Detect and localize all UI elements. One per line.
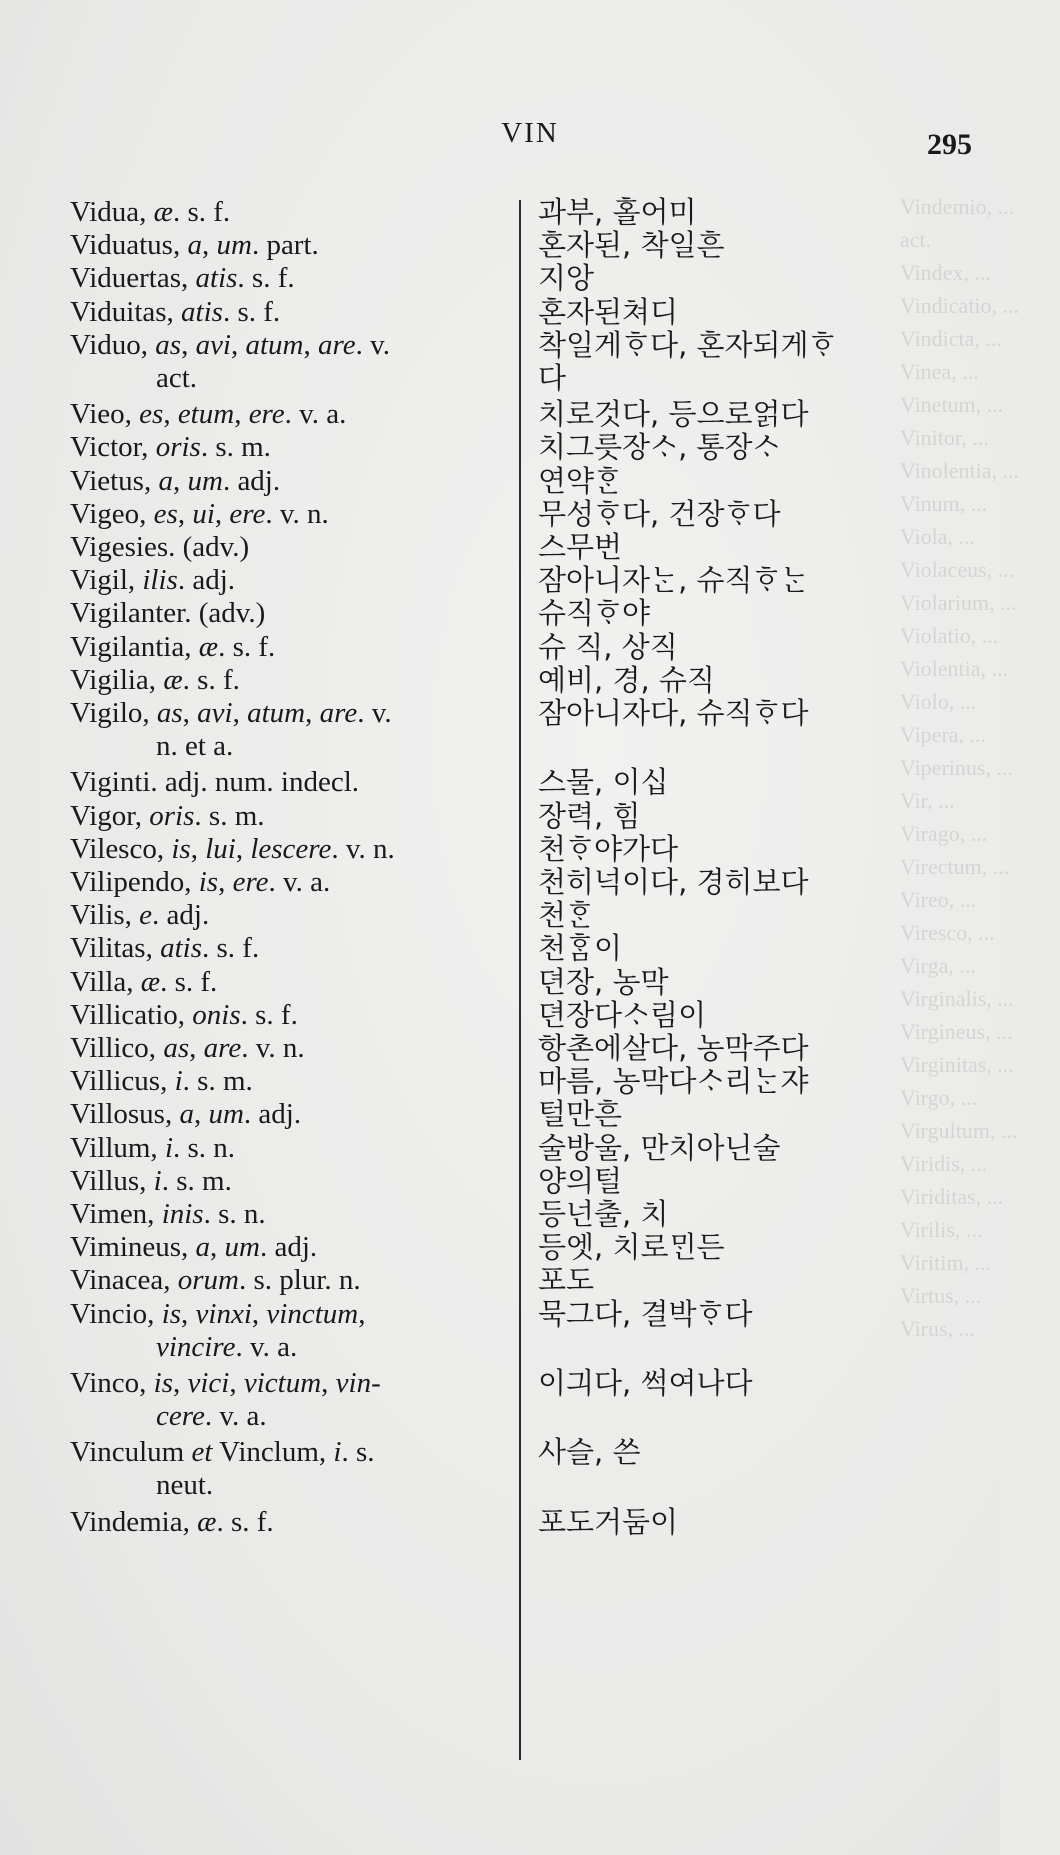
latin-headword: Villus, i. s. m. — [70, 1164, 232, 1197]
korean-definition: 포도 — [538, 1263, 595, 1298]
latin-headword: Vinacea, orum. s. plur. n. — [70, 1264, 361, 1297]
korean-definition: 천ᄒᆞ야가다 — [538, 831, 679, 866]
latin-headword: Vimineus, a, um. adj. — [70, 1231, 318, 1264]
korean-definition: 술방울, 만치아닌술 — [538, 1130, 781, 1165]
column-divider — [519, 200, 521, 1760]
latin-headword: Vigesies. (adv.) — [70, 531, 250, 563]
korean-definition: 슈직ᄒᆞ야 — [538, 596, 651, 631]
latin-headword: Vieo, es, etum, ere. v. a. — [70, 398, 347, 431]
latin-headword: Viduatus, a, um. part. — [70, 229, 319, 262]
latin-headword: Vigilo, as, avi, atum, are. v. n. et a. — [70, 697, 392, 762]
latin-headword: Vigilanter. (adv.) — [70, 597, 266, 630]
latin-headword: Villicus, i. s. m. — [70, 1065, 253, 1098]
korean-definition: 치로것다, 등으로얽다 — [538, 397, 809, 432]
korean-definition: 혼자된쳐디 — [538, 294, 679, 329]
latin-headword: Vietus, a, um. adj. — [70, 464, 281, 497]
latin-headword: Vilitas, atis. s. f. — [70, 932, 260, 965]
korean-definition: 이긔다, 썩여나다 — [538, 1366, 753, 1400]
latin-headword: Villa, æ. s. f. — [70, 965, 218, 998]
page-number: 295 — [927, 128, 972, 161]
korean-definition: 연약ᄒᆞᆫ — [538, 463, 623, 498]
korean-definition: 등넌출, 치 — [538, 1197, 669, 1231]
korean-definition: 뎐장다ᄉᆞ림이 — [538, 997, 707, 1032]
korean-definition: 뎐장, 농막 — [538, 964, 669, 999]
korean-definition: 지앙 — [538, 261, 595, 296]
latin-headword: Vigor, oris. s. m. — [70, 799, 265, 832]
latin-headword: Viginti. adj. num. indecl. — [70, 766, 360, 799]
korean-definition: 마름, 농막다ᄉᆞ리ᄂᆞᆫ쟈 — [538, 1064, 809, 1099]
latin-headword: Vigil, ilis. adj. — [70, 564, 236, 597]
latin-headword: Villicatio, onis. s. f. — [70, 998, 298, 1031]
korean-definition: 슈 직, 상직 — [538, 629, 678, 664]
latin-headword: Vidua, æ. s. f. — [70, 196, 231, 228]
korean-definition: 털만흔 — [538, 1097, 623, 1132]
latin-headword: Vigilia, æ. s. f. — [70, 663, 240, 696]
latin-headword: Vigeo, es, ui, ere. v. n. — [70, 497, 329, 530]
latin-headword: Viduo, as, avi, atum, are. v. act. — [70, 328, 390, 394]
latin-headword: Vilipendo, is, ere. v. a. — [70, 866, 331, 898]
korean-definition: 예비, 경, 슈직 — [538, 662, 715, 697]
running-header: VIN — [501, 117, 559, 149]
korean-definition: 천히넉이다, 경히보다 — [538, 865, 809, 899]
korean-definition: 치그릇장ᄉᆞ, 통장ᄉᆞ — [538, 430, 781, 465]
latin-headword: Viduertas, atis. s. f. — [70, 262, 295, 295]
bleed-through-text: Vindemio, ... act. Vindex, ... Vindicatio, ... Vindicta, ... Vinea, ... Vinetum, ... Vinitor, ... Vinolentia, ... Vinum, ... Viola, ... Violaceus, ... Violarium, ... Violatio, ... Violentia, ... Violo, ... Vipera, ... Viperinus, ... Vir, ... Virago, ... Virectum, ... Vireo, ... Viresco, ... Virga, ... Virginalis, ... Virgineus, ... Virginitas, ... Virgo, ... Virgultum, ... Viridis, ... Viriditas, ... Virilis, ... Viritim, ... Virtus, ... Virus, ... — [900, 194, 1020, 1341]
latin-headword: Vinculum et Vinclum, i. s. neut. — [70, 1436, 375, 1502]
latin-headword: Villum, i. s. n. — [70, 1131, 236, 1164]
korean-definition: 천ᄒᆞᆷ이 — [538, 931, 623, 966]
korean-definition: 장력, 힘 — [538, 798, 641, 833]
korean-definition: 무성ᄒᆞ다, 건장ᄒᆞ다 — [538, 496, 781, 531]
latin-headword: Villosus, a, um. adj. — [70, 1098, 302, 1131]
korean-definition: 혼자된, 착일흔 — [538, 228, 725, 263]
latin-headword: Vincio, is, vinxi, vinctum, vincire. v. a. — [70, 1297, 366, 1363]
korean-definition: 천ᄒᆞᆫ — [538, 898, 595, 933]
latin-headword: Vindemia, æ. s. f. — [70, 1505, 274, 1538]
korean-definition: 과부, 홀어미 — [538, 195, 697, 229]
korean-definition: 잠아니자다, 슈직ᄒᆞ다 — [538, 696, 809, 730]
korean-definition: 등엣, 치로ᄆᆡᆫ든 — [538, 1230, 725, 1265]
latin-headword: Vimen, inis. s. n. — [70, 1198, 266, 1230]
korean-definition: 착일게ᄒᆞ다, 혼자되게ᄒᆞ 다 — [538, 327, 837, 395]
korean-definition: 잠아니자ᄂᆞᆫ, 슈직ᄒᆞᄂᆞᆫ — [538, 563, 809, 598]
korean-definition: 묵그다, 결박ᄒᆞ다 — [538, 1296, 753, 1331]
latin-headword: Vilesco, is, lui, lescere. v. n. — [70, 832, 395, 865]
korean-definition: 스물, 이십 — [538, 765, 669, 800]
latin-headword: Victor, oris. s. m. — [70, 431, 271, 464]
korean-definition: 사슬, 쓴 — [538, 1435, 641, 1470]
latin-headword: Vinco, is, vici, victum, vin- cere. v. a. — [70, 1367, 381, 1432]
korean-definition: 스무번 — [538, 530, 623, 564]
korean-definition: 양의털 — [538, 1163, 623, 1198]
latin-headword: Vigilantia, æ. s. f. — [70, 630, 276, 663]
latin-headword: Vilis, e. adj. — [70, 899, 210, 932]
latin-headword: Viduitas, atis. s. f. — [70, 295, 281, 328]
korean-definition: 포도거둠이 — [538, 1504, 679, 1539]
korean-definition: 항촌에살다, 농막주다 — [538, 1031, 809, 1065]
latin-headword: Villico, as, are. v. n. — [70, 1032, 305, 1064]
